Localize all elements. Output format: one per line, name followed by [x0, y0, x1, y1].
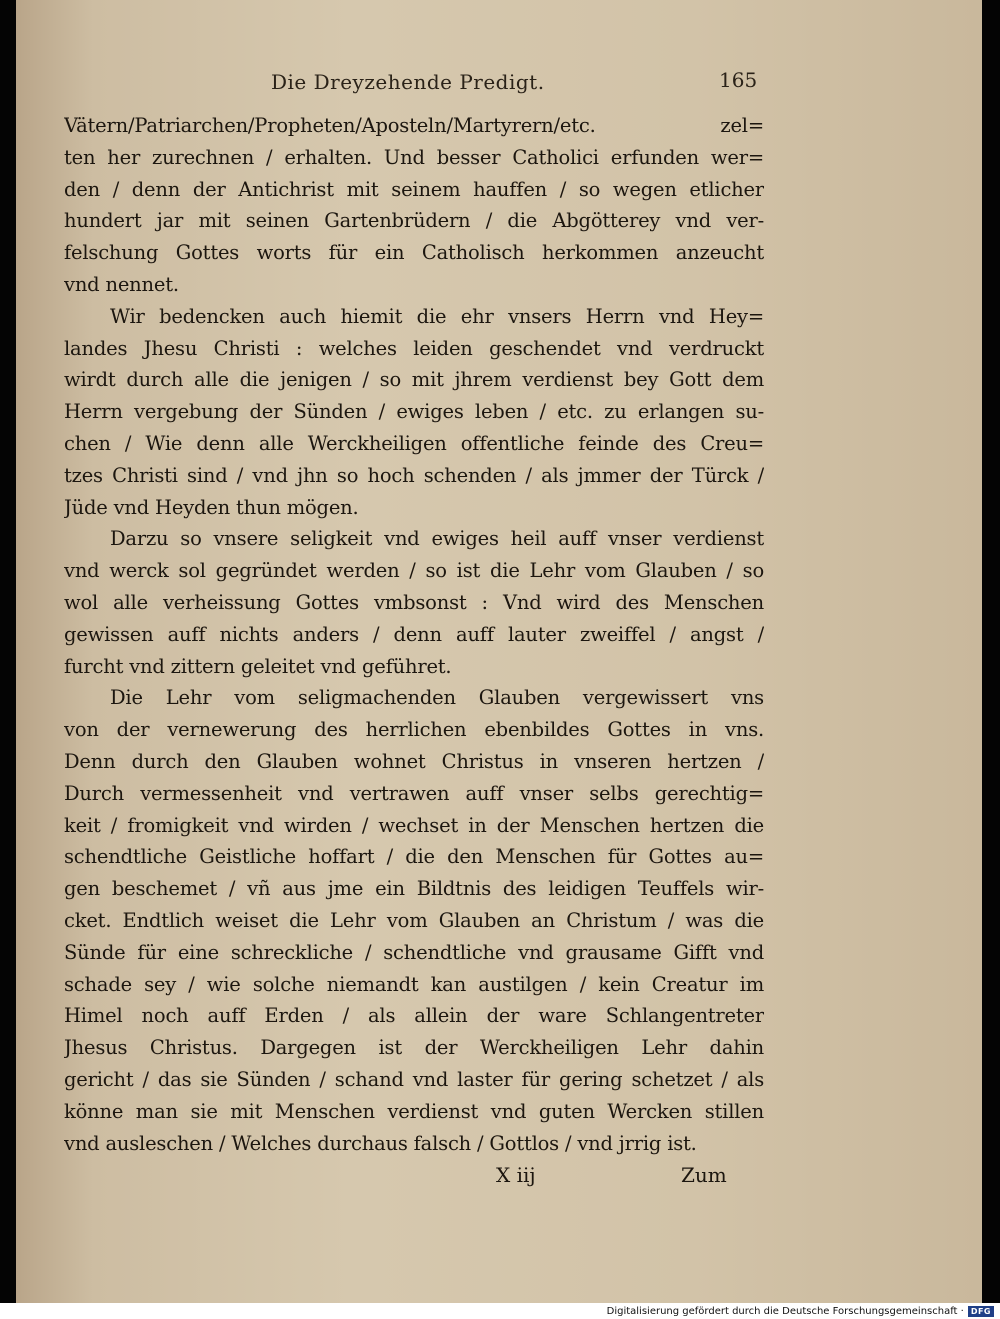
- catch-line: [64, 1159, 764, 1193]
- running-head: [64, 64, 764, 104]
- text-line: schade sey / wie solche niemandt kan austilgen / kein Creatur im: [64, 972, 764, 996]
- text-line: gericht / das sie Sünden / schand vnd laster für gering schetzet / als: [64, 1067, 764, 1091]
- text-line: könne man sie mit Menschen verdienst vnd guten Wercken stillen: [64, 1099, 764, 1123]
- text-line: Jhesus Christus. Dargegen ist der Werckheiligen Lehr dahin: [64, 1036, 764, 1060]
- catchword: Zum: [681, 1163, 727, 1188]
- text-line: ten her zurechnen / erhalten. Und besser Catholici erfunden wer=: [64, 145, 764, 169]
- body-text: [64, 110, 764, 1159]
- text-line: keit / fromigkeit vnd wirden / wechset in der Menschen hertzen die: [64, 813, 764, 837]
- text-line: von der vernewerung des herrlichen ebenbildes Gottes in vns.: [64, 718, 764, 742]
- text-line: Wir bedencken auch hiemit die ehr vnsers Herrn vnd Hey=: [110, 304, 764, 328]
- text-line: vnd werck sol gegründet werden / so ist die Lehr vom Glauben / so: [64, 559, 764, 583]
- running-title: Die Dreyzehende Predigt.: [271, 70, 545, 94]
- text-line: felschung Gottes worts für ein Catholisch herkommen anzeucht: [64, 241, 764, 265]
- text-line: den / denn der Antichrist mit seinem hauffen / so wegen etlicher: [64, 177, 764, 201]
- signature-mark: X iij: [496, 1163, 536, 1188]
- text-line: wirdt durch alle die jenigen / so mit jhrem verdienst bey Gott dem: [64, 368, 764, 392]
- text-line: Die Lehr vom seligmachenden Glauben vergewissert vns: [110, 686, 764, 710]
- text-line: gewissen auff nichts anders / denn auff lauter zweiffel / angst /: [64, 622, 764, 646]
- text-line: chen / Wie denn alle Werckheiligen offentliche feinde des Creu=: [64, 431, 764, 455]
- dfg-logo-icon: DFG: [968, 1306, 994, 1317]
- text-line: Durch vermessenheit vnd vertrawen auff vnser selbs gerechtig=: [64, 781, 764, 805]
- text-line: Sünde für eine schreckliche / schendtliche vnd grausame Gifft vnd: [64, 940, 764, 964]
- text-line: tzes Christi sind / vnd jhn so hoch schenden / als jmmer der Türck /: [64, 463, 764, 487]
- text-line: hundert jar mit seinen Gartenbrüdern / die Abgötterey vnd ver-: [64, 209, 764, 233]
- text-line: Darzu so vnsere seligkeit vnd ewiges heil auff vnser verdienst: [110, 527, 764, 551]
- text-line: furcht vnd zittern geleitet vnd geführet.: [64, 654, 452, 678]
- page-content: [64, 64, 764, 1193]
- text-line: Denn durch den Glauben wohnet Christus in vnseren hertzen /: [64, 749, 764, 773]
- text-line: wol alle verheissung Gottes vmbsonst : Vnd wird des Menschen: [64, 590, 764, 614]
- text-line: Herrn vergebung der Sünden / ewiges leben / etc. zu erlangen su-: [64, 400, 764, 424]
- text-line: Vätern/Patriarchen/Propheten/Aposteln/Martyrern/etc. zel=: [64, 114, 764, 137]
- text-line: schendtliche Geistliche hoffart / die den Menschen für Gottes au=: [64, 845, 764, 869]
- book-page: [16, 0, 982, 1303]
- page-number: 165: [719, 68, 758, 92]
- text-line: vnd ausleschen / Welches durchaus falsch / Gottlos / vnd jrrig ist.: [64, 1131, 697, 1155]
- funding-credit: Digitalisierung gefördert durch die Deutsche Forschungsgemeinschaft ·: [606, 1306, 964, 1317]
- text-line: gen beschemet / vñ aus jme ein Bildtnis des leidigen Teuffels wir-: [64, 877, 764, 901]
- digitization-footer: [607, 1305, 994, 1318]
- text-line: Jüde vnd Heyden thun mögen.: [64, 495, 359, 519]
- text-line: cket. Endtlich weiset die Lehr vom Glauben an Christum / was die: [64, 908, 764, 932]
- text-line: landes Jhesu Christi : welches leiden geschendet vnd verdruckt: [64, 336, 764, 360]
- text-line: vnd nennet.: [64, 272, 179, 296]
- text-line: Himel noch auff Erden / als allein der ware Schlangentreter: [64, 1004, 764, 1028]
